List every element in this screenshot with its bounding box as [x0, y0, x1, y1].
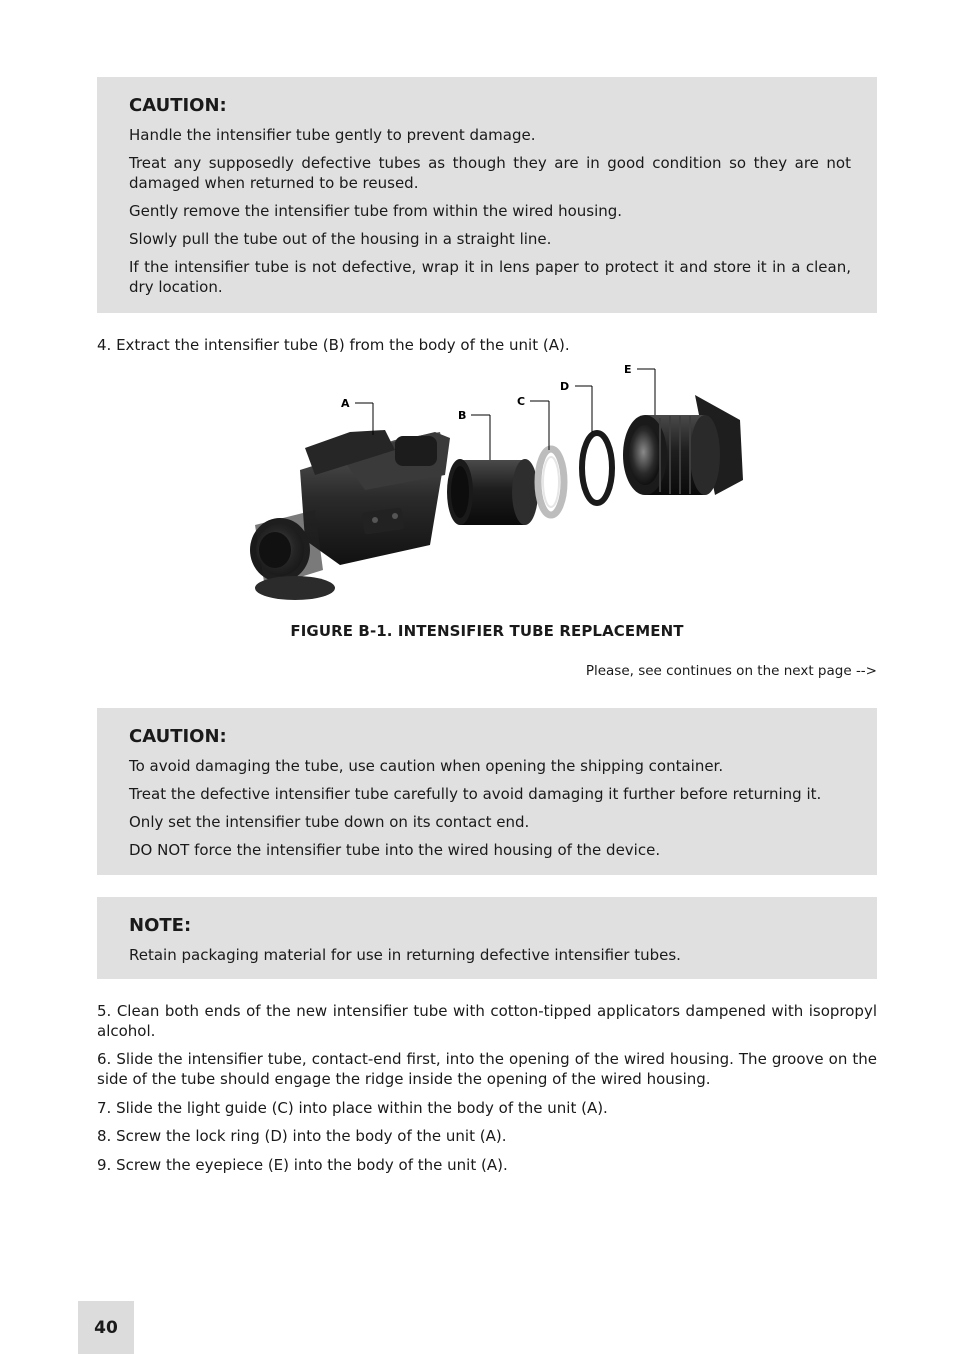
callout-label-d: D	[560, 380, 570, 393]
step-5: 5. Clean both ends of the new intensifier tube with cotton-tipped applicators dampened with isopropyl alcohol.	[97, 1002, 877, 1040]
caution-line: DO NOT force the intensifier tube into the wired housing of the device.	[129, 841, 661, 859]
caution-line: Treat the defective intensifier tube carefully to avoid damaging it further before returning it.	[129, 785, 822, 803]
eyepiece-e	[623, 395, 743, 495]
caution-title: CAUTION:	[129, 726, 227, 747]
callout-d	[560, 380, 592, 432]
callout-b	[458, 409, 490, 460]
note-box	[97, 897, 877, 979]
callout-label-e: E	[624, 363, 632, 376]
figure-caption: FIGURE B-1. INTENSIFIER TUBE REPLACEMENT	[290, 622, 684, 640]
caution-line: Only set the intensifier tube down on its contact end.	[129, 813, 530, 831]
exploded-view-figure	[245, 360, 755, 610]
note-title: NOTE:	[129, 915, 192, 936]
note-text: Retain packaging material for use in returning defective intensifier tubes.	[129, 946, 681, 964]
callout-label-c: C	[517, 395, 526, 408]
step-7: 7. Slide the light guide (C) into place within the body of the unit (A).	[97, 1099, 608, 1117]
step-8: 8. Screw the lock ring (D) into the body of the unit (A).	[97, 1127, 507, 1145]
callout-c	[517, 395, 549, 450]
intensifier-tube-b	[447, 459, 538, 525]
callout-label-b: B	[458, 409, 467, 422]
step-4: 4. Extract the intensifier tube (B) from the body of the unit (A).	[97, 336, 570, 354]
caution-box-1	[97, 77, 877, 313]
caution-line: Gently remove the intensifier tube from within the wired housing.	[129, 202, 623, 220]
caution-box-2	[97, 708, 877, 875]
step-6: 6. Slide the intensifier tube, contact-end first, into the opening of the wired housing. The groove on the side of the tube should engage the ridge inside the opening of the wired housing.	[97, 1050, 877, 1088]
caution-line: If the intensifier tube is not defective, wrap it in lens paper to protect it and store it in a clean, dry location.	[129, 258, 851, 296]
callout-label-a: A	[341, 397, 350, 410]
caution-line: Slowly pull the tube out of the housing in a straight line.	[129, 230, 552, 248]
caution-line: To avoid damaging the tube, use caution when opening the shipping container.	[129, 757, 724, 775]
caution-line: Treat any supposedly defective tubes as though they are in good condition so they are not damaged when returned to be reused.	[129, 154, 851, 192]
unit-body-a	[250, 430, 450, 600]
caution-title: CAUTION:	[129, 95, 227, 116]
page-number: 40	[78, 1301, 134, 1354]
callout-a	[341, 397, 373, 435]
light-guide-c	[538, 449, 564, 515]
step-9: 9. Screw the eyepiece (E) into the body of the unit (A).	[97, 1156, 508, 1174]
continue-note: Please, see continues on the next page -->	[585, 663, 877, 679]
caution-line: Handle the intensifier tube gently to prevent damage.	[129, 126, 536, 144]
callout-e	[624, 363, 655, 415]
lock-ring-d	[582, 433, 612, 503]
